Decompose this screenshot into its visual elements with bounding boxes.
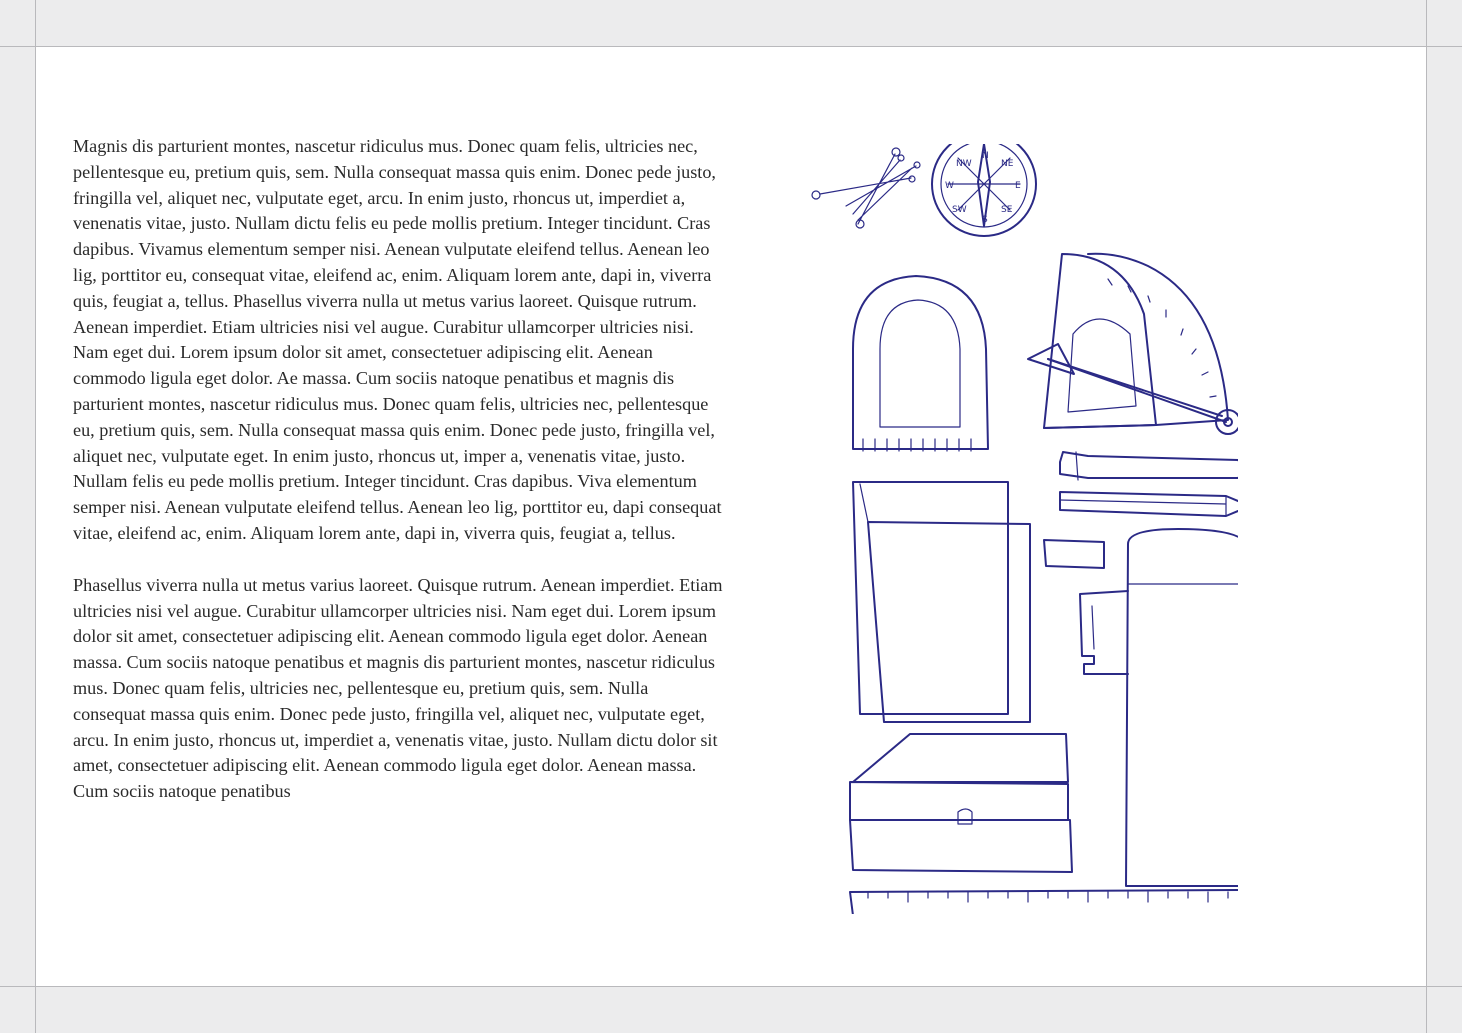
paragraph-2: Phasellus viverra nulla ut metus varius laoreet. Quisque rutrum. Aenean imperdiet. Etiam ultricies nisi vel augue. Curabitur ullamcorper ultricies nisi. Nam eget dui. Lorem ipsum dolor sit amet, consectetuer adipiscing elit. Aenean commodo ligula eget dolor. Aenean massa. Cum sociis natoque penatibus et magnis dis parturient montes, nascetur ridiculus mus. Donec quam felis, ultricies nec, pellentesque eu, pretium quis, sem. Nulla consequat massa quis enim. Donec pede justo, fringilla vel, aliquet nec, vulputate eget, arcu. In enim justo, rhoncus ut, imperdiet a, venenatis vitae, justo. Nullam dictu dolor sit amet, consectetuer adipiscing elit. Aenean commodo ligula eget dolor. Aenean massa. Cum sociis natoque penatibus bbox=[73, 574, 723, 802]
ruler-icon bbox=[850, 890, 1238, 914]
compass-label-ne: NE bbox=[1001, 159, 1014, 169]
protractor-semicircle-icon bbox=[853, 276, 988, 451]
stationery-illustration bbox=[798, 144, 1238, 914]
box-icon bbox=[850, 734, 1072, 872]
body-text bbox=[73, 134, 723, 831]
compass-icon bbox=[932, 144, 1036, 236]
paragraph-1: Magnis dis parturient montes, nascetur ridiculus mus. Donec quam felis, ultricies nec, pellentesque eu, pretium quis, sem. Nulla consequat massa quis enim. Donec pede justo, fringilla vel, aliquet nec, vulputate eget, arcu. In enim justo, rhoncus ut, imperdiet a, venenatis vitae, justo. Nullam dictu felis eu pede mollis pretium. Integer tincidunt. Cras dapibus. Vivamus elementum semper nisi. Aenean vulputate eleifend tellus. Aenean leo lig, porttitor eu, consequat vitae, eleifend ac, enim. Aliquam lorem ante, dapi in, viverra quis, feugiat a, tellus. Phasellus viverra nulla ut metus varius laoreet. Quisque rutrum. Aenean imperdiet. Etiam ultricies nisi vel augue. Curabitur ullamcorper ultricies nisi. Nam eget dui. Lorem ipsum dolor sit amet, consectetuer adipiscing elit. Aenean commodo ligula eget dolor. Ae massa. Cum sociis natoque penatibus et magnis dis parturient montes, nascetur ridiculus mus. Donec quam felis, ultricies nec, pellentesque eu, pretium quis, sem. Nulla consequat massa quis enim. Donec pede justo, fringilla vel, aliquet nec, vulputate eget. In enim justo, rhoncus ut, imper a, venenatis vitae, justo. Nullam felis eu pede mollis pretium. Integer tincidunt. Cras dapibus. Viva elementum semper nisi. Aenean vulputate eleifend tellus. Aenean leo lig, porttitor eu, dapi consequat vitae, eleifend ac, enim. Aliquam lorem ante, dapi in, viverra quis, feugiat a, tellus. bbox=[73, 136, 722, 543]
compass-label-s: S bbox=[982, 215, 988, 225]
compass-label-nw: NW bbox=[956, 159, 972, 169]
crop-mark-bottom bbox=[0, 986, 1462, 987]
notebook-icon bbox=[853, 482, 1030, 722]
compass-label-w: W bbox=[945, 181, 954, 191]
protractor-quadrant-icon bbox=[1044, 254, 1228, 428]
compass-label-n: N bbox=[982, 151, 989, 161]
compass-label-e: E bbox=[1015, 181, 1021, 191]
eraser-icon bbox=[1044, 540, 1104, 568]
compass-label-se: SE bbox=[1001, 205, 1013, 215]
thermos-icon bbox=[1080, 529, 1238, 886]
book-page bbox=[36, 47, 1426, 986]
pins-icon bbox=[812, 148, 920, 228]
pencil-icon bbox=[1060, 492, 1238, 516]
marker-icon bbox=[1060, 452, 1238, 480]
crop-mark-right bbox=[1426, 0, 1427, 1033]
compass-label-sw: SW bbox=[952, 205, 967, 215]
